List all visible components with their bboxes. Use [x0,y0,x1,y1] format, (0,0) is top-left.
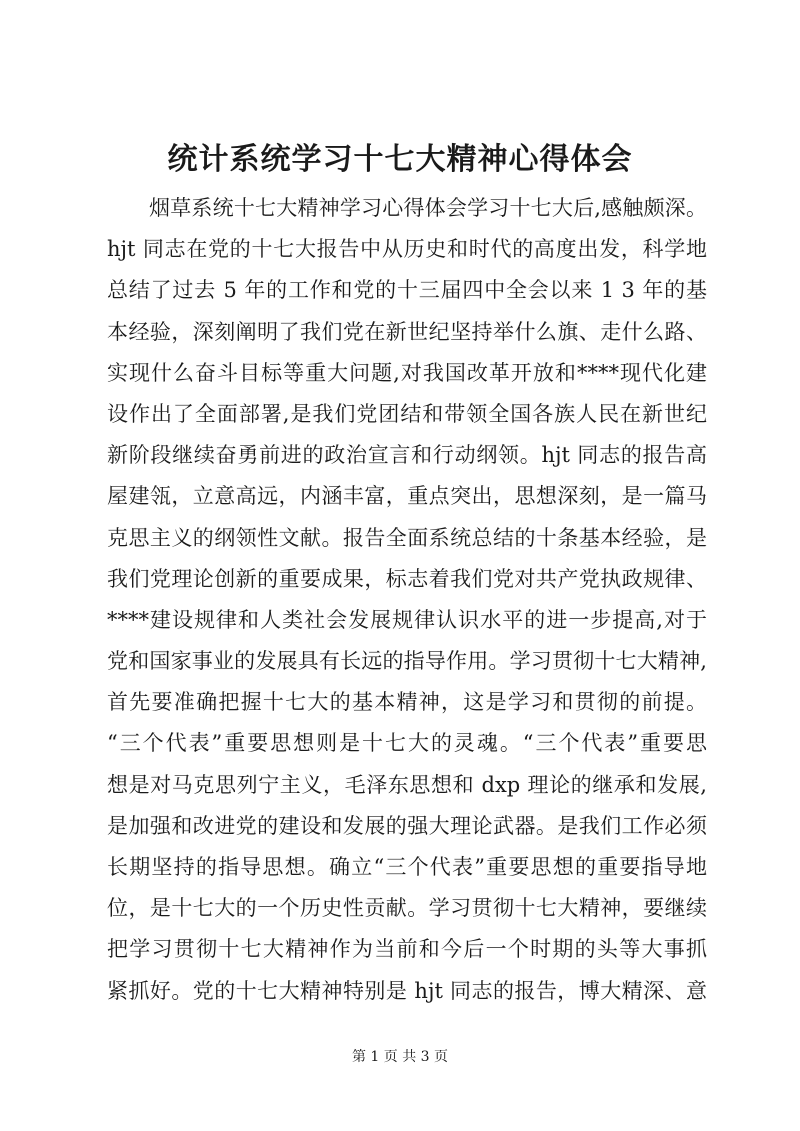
body-line: 屋建瓴，立意高远，内涵丰富，重点突出，思想深刻，是一篇马 [107,484,707,509]
body-line: 首先要准确把握十七大的基本精神，这是学习和贯彻的前提。 [107,690,707,715]
body-line: “三个代表”重要思想则是十七大的灵魂。“三个代表”重要思 [107,731,707,756]
page-number-label: 第 1 页 共 3 页 [351,1049,449,1065]
document-title: 统计系统学习十七大精神心得体会 [167,142,633,177]
page-footer [0,1047,800,1067]
body-line: 克思主义的纲领性文献。报告全面系统总结的十条基本经验，是 [107,525,707,550]
body-line: 本经验，深刻阐明了我们党在新世纪坚持举什么旗、走什么路、 [107,319,707,344]
body-line: hjt 同志在党的十七大报告中从历史和时代的高度出发，科学地 [107,237,707,262]
body-line: 把学习贯彻十七大精神作为当前和今后一个时期的头等大事抓 [107,937,707,962]
body-line: 党和国家事业的发展具有长远的指导作用。学习贯彻十七大精神, [107,649,707,674]
body-line: ****建设规律和人类社会发展规律认识水平的进一步提高,对于 [107,607,707,632]
body-line: 设作出了全面部署,是我们党团结和带领全国各族人民在新世纪 [107,401,707,426]
body-line: 是加强和改进党的建设和发展的强大理论武器。是我们工作必须 [107,813,707,838]
body-line: 烟草系统十七大精神学习心得体会学习十七大后,感触颇深。 [149,196,707,220]
document-body [107,188,707,1012]
body-line: 紧抓好。党的十七大精神特别是 hjt 同志的报告，博大精深、意 [107,978,707,1003]
body-line: 想是对马克思列宁主义，毛泽东思想和 dxp 理论的继承和发展, [107,772,707,797]
body-line: 长期坚持的指导思想。确立“三个代表”重要思想的重要指导地 [107,855,707,879]
body-line: 位，是十七大的一个历史性贡献。学习贯彻十七大精神，要继续 [107,896,707,921]
body-line: 实现什么奋斗目标等重大问题,对我国改革开放和****现代化建 [107,360,707,385]
body-line: 总结了过去 5 年的工作和党的十三届四中全会以来 1 3 年的基 [107,278,707,303]
body-line: 新阶段继续奋勇前进的政治宣言和行动纲领。hjt 同志的报告高 [107,443,707,468]
body-line: 我们党理论创新的重要成果，标志着我们党对共产党执政规律、 [107,566,707,591]
